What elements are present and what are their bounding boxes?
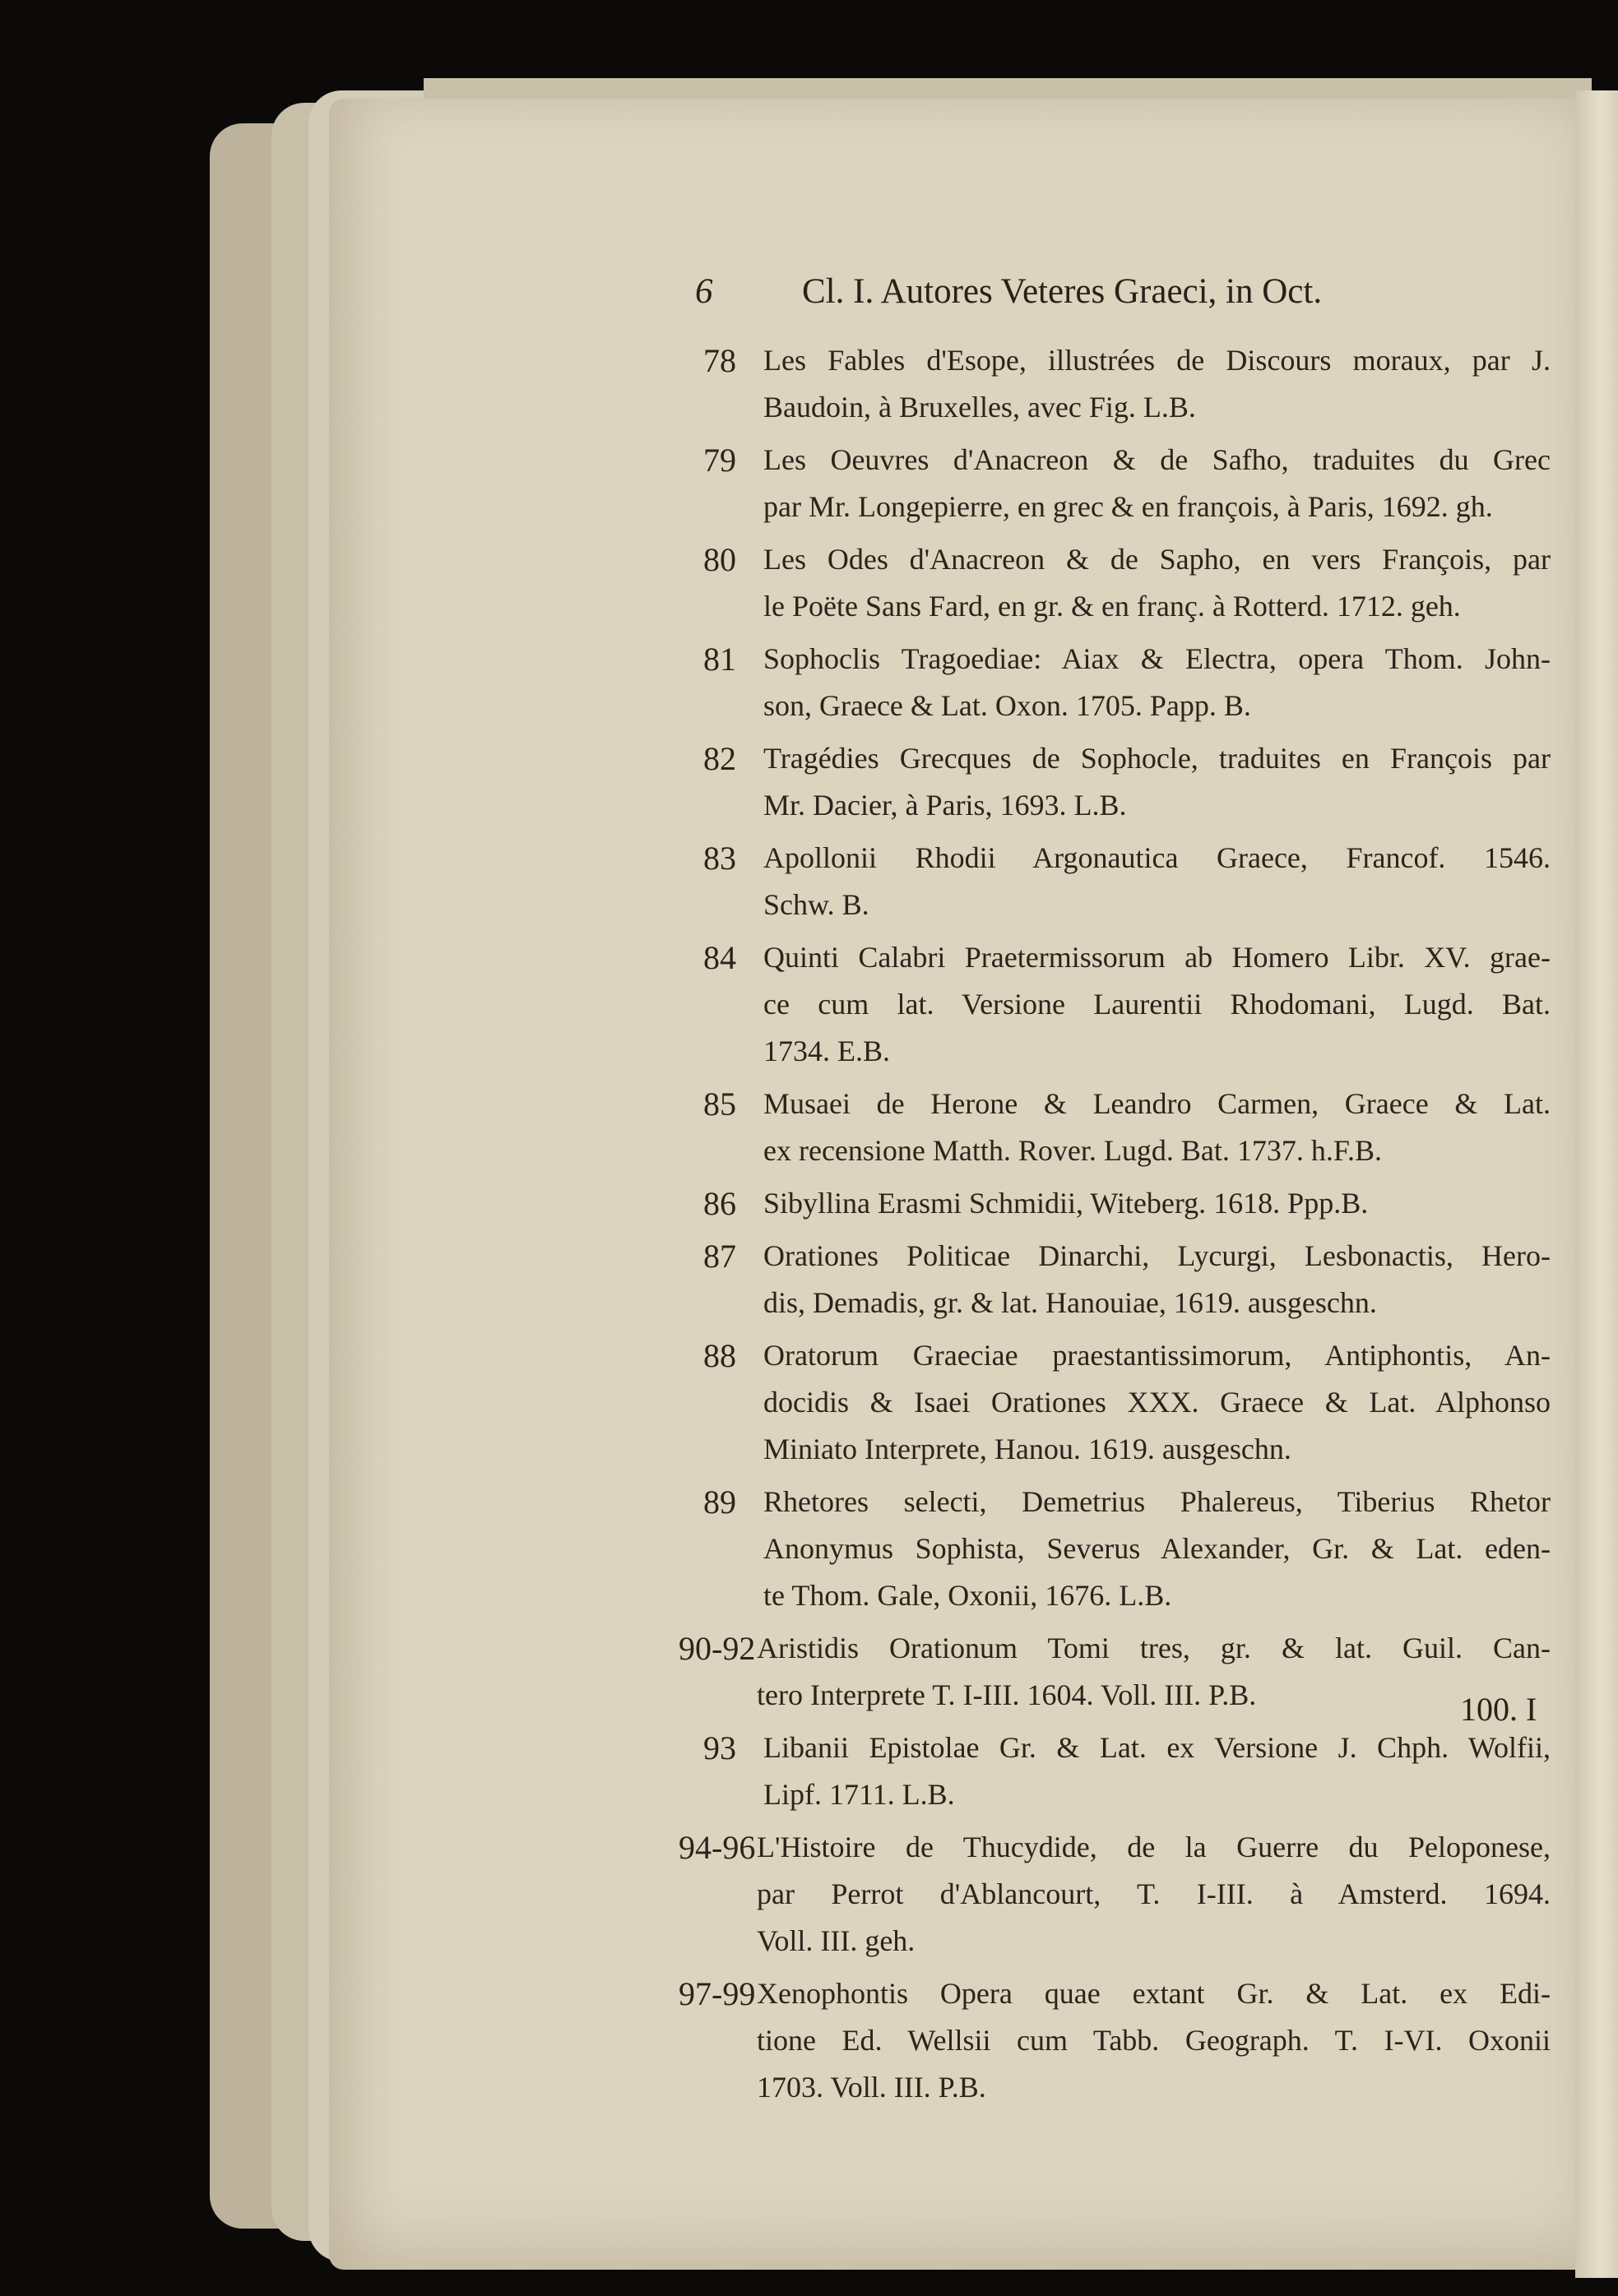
entry-text (763, 835, 1551, 928)
entry-number: 78 (703, 342, 736, 379)
entry-text (763, 934, 1551, 1075)
entry-line: Rhetores selecti, Demetrius Phalereus, Tiberius Rhetor (763, 1485, 1551, 1518)
entry-text (763, 337, 1551, 431)
entry-line: Baudoin, à Bruxelles, avec Fig. L.B. (763, 391, 1196, 424)
catalogue-entry (679, 1625, 1551, 1719)
entry-number: 80 (703, 541, 736, 578)
catchword: 100. I (1460, 1691, 1537, 1728)
entry-number: 87 (703, 1238, 736, 1275)
catalogue-entry (703, 1479, 1551, 1619)
catalogue-entry (703, 835, 1551, 928)
entry-text (763, 1479, 1551, 1619)
catalogue-entry (703, 735, 1551, 829)
entry-text (763, 437, 1551, 530)
catalogue-entry (703, 934, 1551, 1075)
entry-number: 88 (703, 1337, 736, 1374)
entry-line: Orationes Politicae Dinarchi, Lycurgi, Lesbonactis, Hero- (763, 1239, 1551, 1272)
entry-number: 85 (703, 1086, 736, 1123)
entry-line: Oratorum Graeciae praestantissimorum, Antiphontis, An- (763, 1339, 1551, 1372)
running-header (695, 271, 1322, 312)
entry-text (757, 1970, 1551, 2111)
catalogue-entries (679, 337, 1551, 2117)
entry-text (763, 1332, 1551, 1473)
entry-line: Schw. B. (763, 888, 869, 921)
entry-line: Miniato Interprete, Hanou. 1619. ausgeschn. (763, 1433, 1291, 1465)
entry-line: 1734. E.B. (763, 1035, 891, 1067)
entry-number: 79 (703, 442, 736, 479)
entry-line: Apollonii Rhodii Argonautica Graece, Francof. 1546. (763, 841, 1551, 874)
entry-line: Voll. III. geh. (757, 1924, 916, 1957)
entry-line: L'Histoire de Thucydide, de la Guerre du Peloponese, (757, 1831, 1551, 1863)
page-number: 6 (695, 272, 713, 311)
entry-line: Anonymus Sophista, Severus Alexander, Gr. & Lat. eden- (763, 1532, 1551, 1565)
entry-line: Tragédies Grecques de Sophocle, traduites en François par (763, 742, 1551, 775)
entry-line: par Perrot d'Ablancourt, T. I-III. à Amsterd. 1694. (757, 1877, 1551, 1910)
running-head: Cl. I. Autores Veteres Graeci, in Oct. (802, 272, 1323, 311)
entry-line: ce cum lat. Versione Laurentii Rhodomani, Lugd. Bat. (763, 988, 1551, 1021)
entry-number: 89 (703, 1484, 736, 1521)
entry-number: 97-99 (679, 1975, 756, 2012)
entry-line: Lipf. 1711. L.B. (763, 1778, 955, 1811)
entry-line: tione Ed. Wellsii cum Tabb. Geograph. T. I-VI. Oxonii (757, 2024, 1551, 2057)
entry-number: 83 (703, 840, 736, 877)
entry-text (763, 1081, 1551, 1174)
entry-line: docidis & Isaei Orationes XXX. Graece & Lat. Alphonso (763, 1386, 1551, 1419)
entry-line: tero Interprete T. I-III. 1604. Voll. III. P.B. (757, 1678, 1257, 1711)
entry-line: son, Graece & Lat. Oxon. 1705. Papp. B. (763, 689, 1251, 722)
entry-number: 86 (703, 1185, 736, 1222)
entry-line: Aristidis Orationum Tomi tres, gr. & lat. Guil. Can- (757, 1632, 1551, 1664)
catalogue-entry (703, 1081, 1551, 1174)
entry-text (763, 1233, 1551, 1326)
catalogue-entry (703, 536, 1551, 630)
entry-number: 93 (703, 1729, 736, 1766)
entry-line: Sophoclis Tragoediae: Aiax & Electra, opera Thom. John- (763, 642, 1551, 675)
entry-number: 84 (703, 939, 736, 976)
catalogue-entry (703, 1724, 1551, 1818)
entry-line: Quinti Calabri Praetermissorum ab Homero Libr. XV. grae- (763, 941, 1551, 974)
entry-line: Les Oeuvres d'Anacreon & de Safho, traduites du Grec (763, 443, 1551, 476)
entry-line: Xenophontis Opera quae extant Gr. & Lat. ex Edi- (757, 1977, 1551, 2010)
entry-number: 82 (703, 740, 736, 777)
entry-line: par Mr. Longepierre, en grec & en françois, à Paris, 1692. gh. (763, 490, 1493, 523)
entry-text (763, 536, 1551, 630)
entry-line: ex recensione Matth. Rover. Lugd. Bat. 1737. h.F.B. (763, 1134, 1383, 1167)
entry-number: 94-96 (679, 1829, 756, 1866)
catalogue-entry (679, 1824, 1551, 1965)
catalogue-entry (703, 437, 1551, 530)
entry-text (763, 735, 1551, 829)
entry-number: 90-92 (679, 1630, 756, 1667)
entry-text (763, 1180, 1551, 1227)
catalogue-entry (703, 337, 1551, 431)
entry-text (757, 1824, 1551, 1965)
entry-text (757, 1625, 1551, 1719)
entry-line: 1703. Voll. III. P.B. (757, 2071, 986, 2104)
catalogue-entry (679, 1970, 1551, 2111)
entry-line: dis, Demadis, gr. & lat. Hanouiae, 1619. ausgeschn. (763, 1286, 1377, 1319)
catalogue-entry (703, 1233, 1551, 1326)
catalogue-entry (703, 1180, 1551, 1227)
entry-line: Les Fables d'Esope, illustrées de Discours moraux, par J. (763, 344, 1551, 377)
entry-line: Les Odes d'Anacreon & de Sapho, en vers François, par (763, 543, 1551, 576)
entry-line: Musaei de Herone & Leandro Carmen, Graece & Lat. (763, 1087, 1551, 1120)
book-gutter (1575, 90, 1618, 2278)
catalogue-entry (703, 636, 1551, 729)
entry-line: le Poëte Sans Fard, en gr. & en franç. à Rotterd. 1712. geh. (763, 590, 1461, 623)
entry-text (763, 636, 1551, 729)
catalogue-entry (703, 1332, 1551, 1473)
entry-line: Sibyllina Erasmi Schmidii, Witeberg. 1618. Ppp.B. (763, 1187, 1369, 1220)
entry-text (763, 1724, 1551, 1818)
entry-line: Mr. Dacier, à Paris, 1693. L.B. (763, 789, 1127, 822)
entry-line: Libanii Epistolae Gr. & Lat. ex Versione J. Chph. Wolfii, (763, 1731, 1551, 1764)
entry-number: 81 (703, 641, 736, 678)
entry-line: te Thom. Gale, Oxonii, 1676. L.B. (763, 1579, 1172, 1612)
